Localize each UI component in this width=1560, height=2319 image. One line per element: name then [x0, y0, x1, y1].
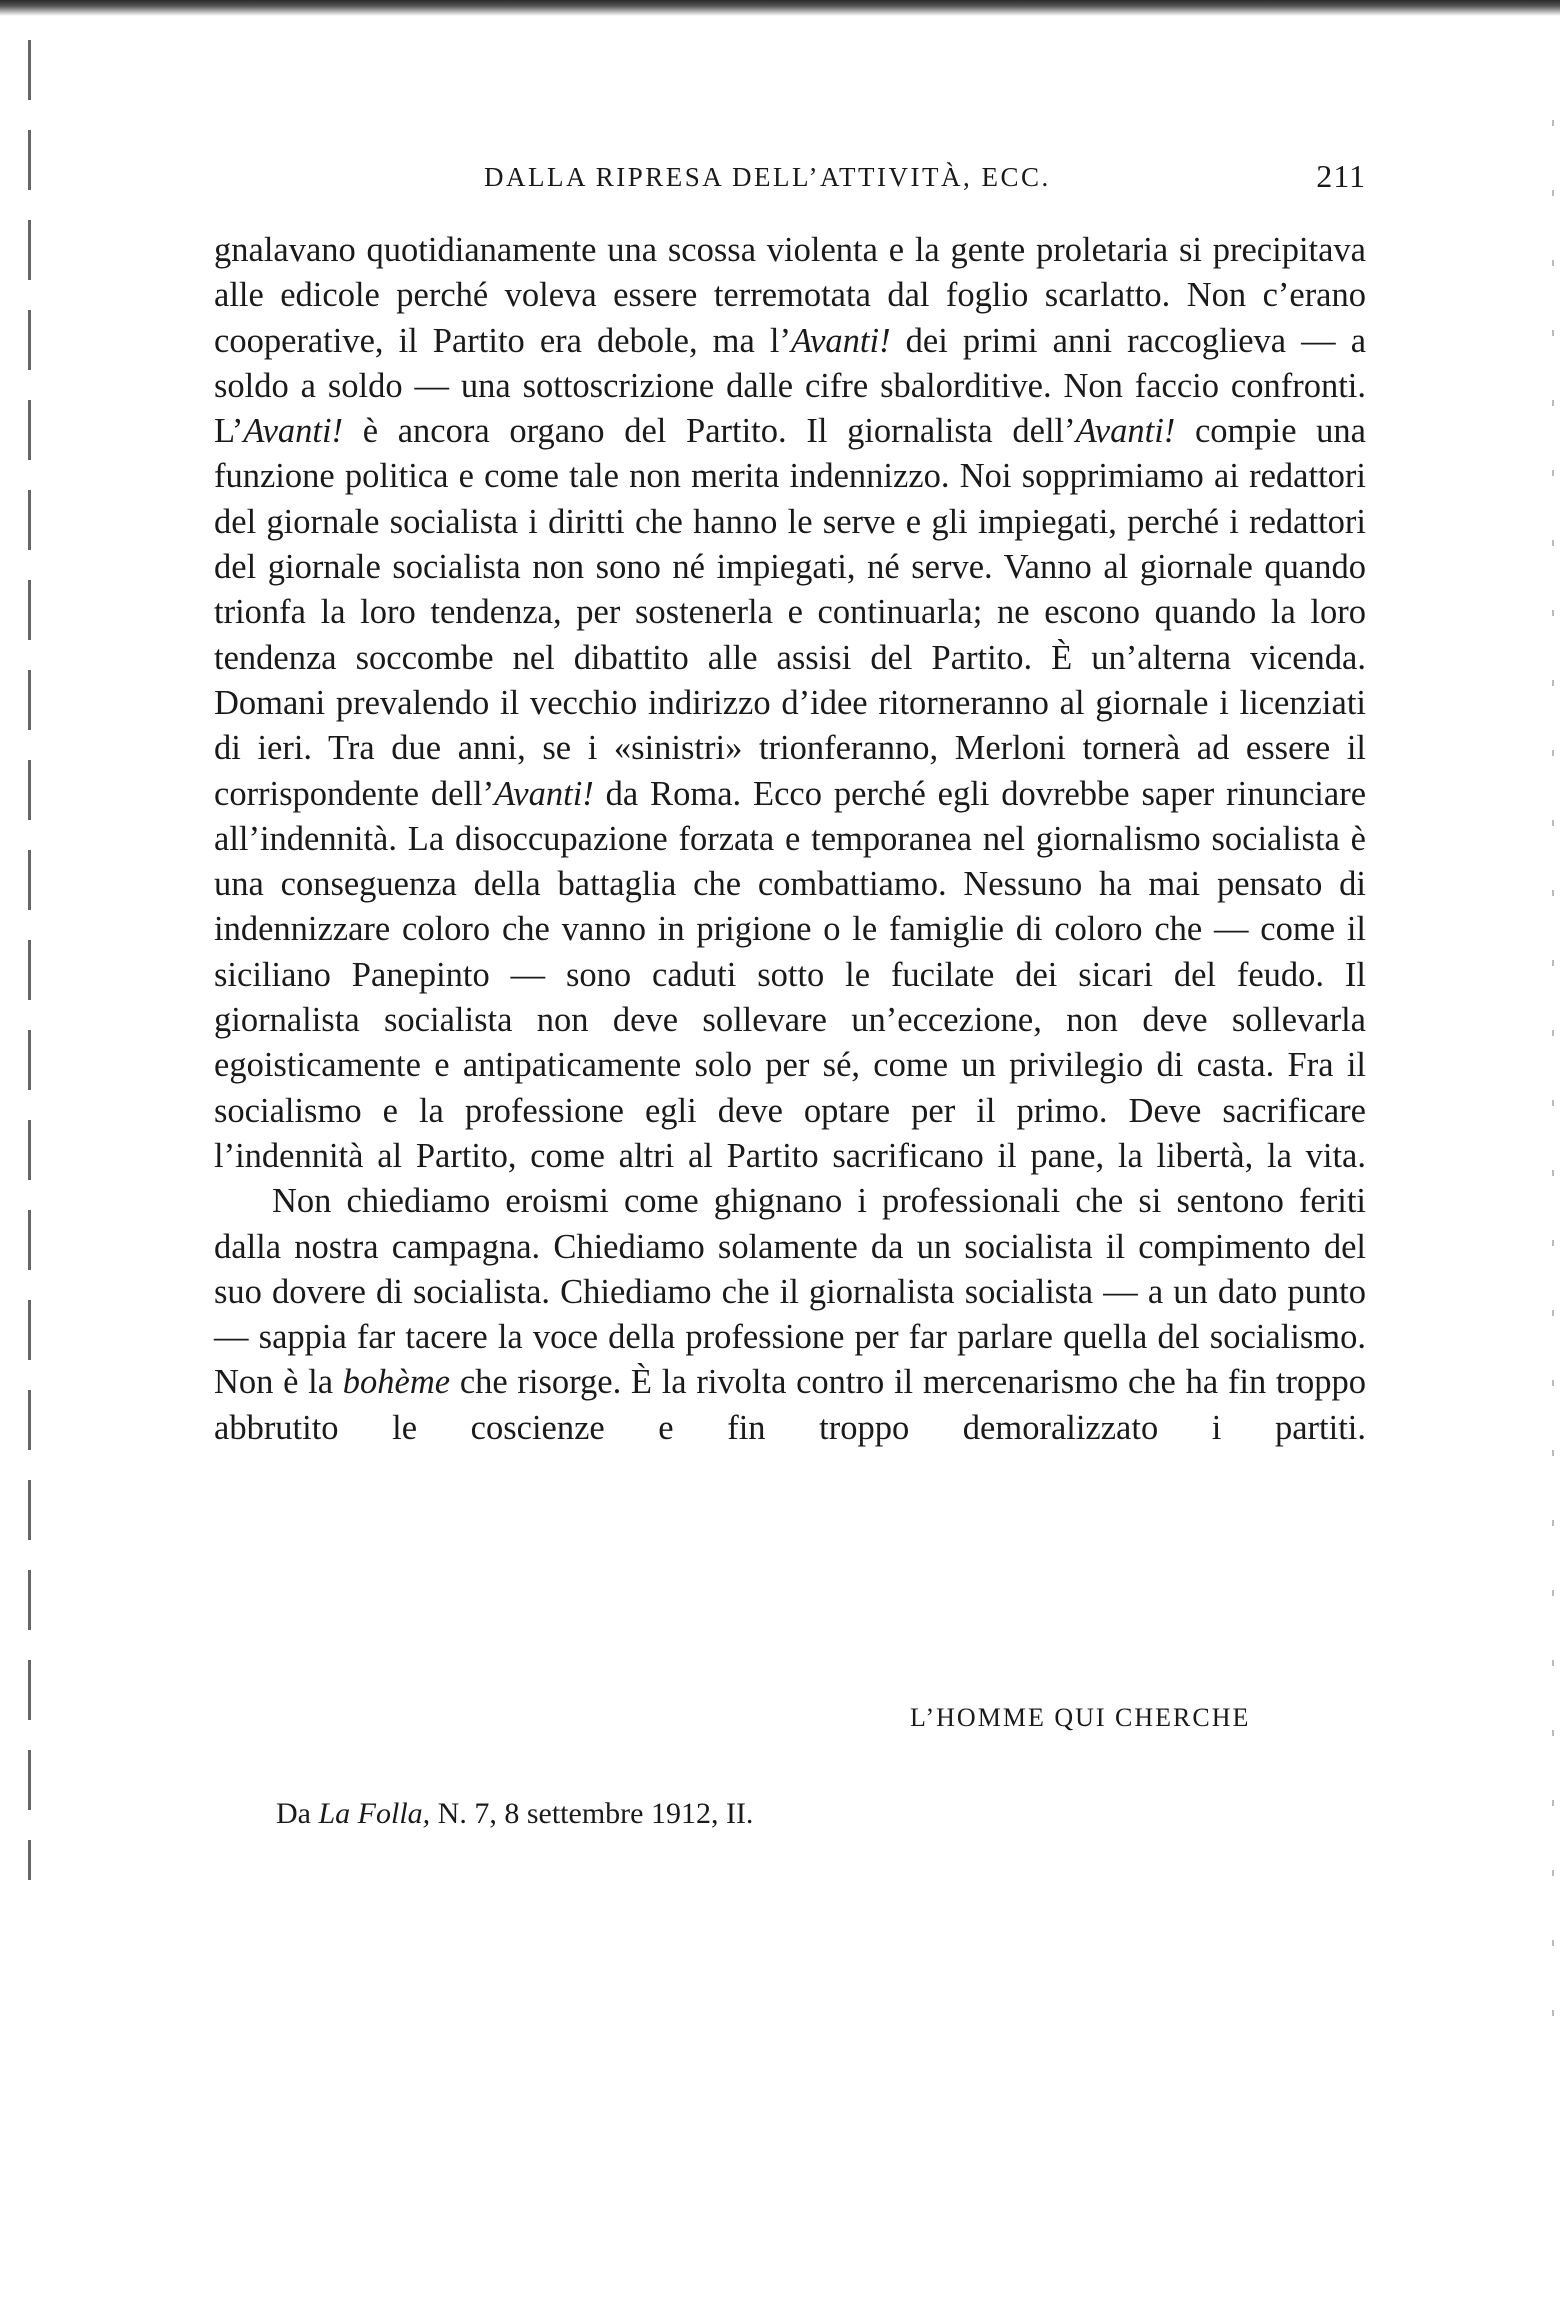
source-citation	[276, 1797, 753, 1831]
scan-edge-right	[1552, 120, 1554, 2020]
body-text	[214, 228, 1366, 1451]
italic-term: bohème	[342, 1363, 451, 1402]
paragraph-text: gnalavano quotidianamente una scossa violenta e la gente proletaria si precipitava alle edicole perché voleva essere terremotata dal foglio scarlatto. Non c’erano cooperative, il Partito era debole, ma l’Avanti! dei primi anni raccoglieva — a soldo a soldo — una sottoscrizione dalle cifre sbalorditive. Non faccio confronti. L’Avanti! è ancora organo del Partito. Il giornalista dell’Avanti! compie una funzione politica e come tale non merita indennizzo. Noi sopprimiamo ai redattori del giornale socialista i diritti che hanno le serve e gli impiegati, perché i redattori del giornale socialista non sono né impiegati, né serve. Vanno al giornale quando trionfa la loro tendenza, per sostenerla e continuarla; ne escono quando la loro tendenza soccombe nel dibattito alle assisi del Partito. È un’alterna vicenda. Domani prevalendo il vecchio indirizzo d’idee ritorneranno al giornale i licenziati di ieri. Tra due anni, se i «sinistri» trionferanno, Merloni tornerà ad essere il corrispondente dell’Avanti! da Roma. Ecco perché egli dovrebbe saper rinunciare all’indennità. La disoccupazione forzata e temporanea nel giornalismo socialista è una conseguenza della battaglia che combattiamo. Nessuno ha mai pensato di indennizzare coloro che vanno in prigione o le famiglie di coloro che — come il siciliano Panepinto — sono caduti sotto le fucilate dei sicari del feudo. Il giornalista socialista non deve sollevare un’eccezione, non deve sollevarla egoisticamente e antipaticamente solo per sé, come un privilegio di casta. Fra il socialismo e la professione egli deve optare per il primo. Deve sacrificare l’indennità al Partito, come altri al Partito sacrificano il pane, la libertà, la vita.	[214, 231, 1367, 1175]
source-prefix: Da	[276, 1797, 311, 1830]
scan-binding-edge	[28, 40, 31, 1880]
page-number: 211	[1316, 158, 1366, 194]
scan-border-top	[0, 0, 1560, 16]
italic-term: Avanti!	[1075, 412, 1176, 451]
paragraph	[214, 1179, 1366, 1451]
source-journal: La Folla,	[318, 1797, 431, 1830]
source-details: N. 7, 8 settembre 1912, II.	[437, 1797, 754, 1830]
italic-term: Avanti!	[790, 321, 891, 360]
paragraph-continuation	[214, 228, 1366, 1179]
italic-term: Avanti!	[243, 412, 344, 451]
running-header	[214, 158, 1366, 212]
italic-term: Avanti!	[494, 774, 594, 813]
running-title: DALLA RIPRESA DELL’ATTIVITÀ, ECC.	[484, 162, 1051, 192]
author-signature: L’HOMME QUI CHERCHE	[910, 1703, 1251, 1732]
paragraph-text: Non chiediamo eroismi come ghignano i professionali che si sentono feriti dalla nostra campagna. Chiediamo solamente da un socialista il compimento del suo dovere di socialista. Chiediamo che il giornalista socialista — a un dato punto — sappia far tacere la voce della professione per far parlare quella del socialismo. Non è la bohème che risorge. È la rivolta contro il mercenarismo che ha fin troppo abbrutito le coscienze e fin troppo demoralizzato i partiti.	[214, 1182, 1366, 1447]
